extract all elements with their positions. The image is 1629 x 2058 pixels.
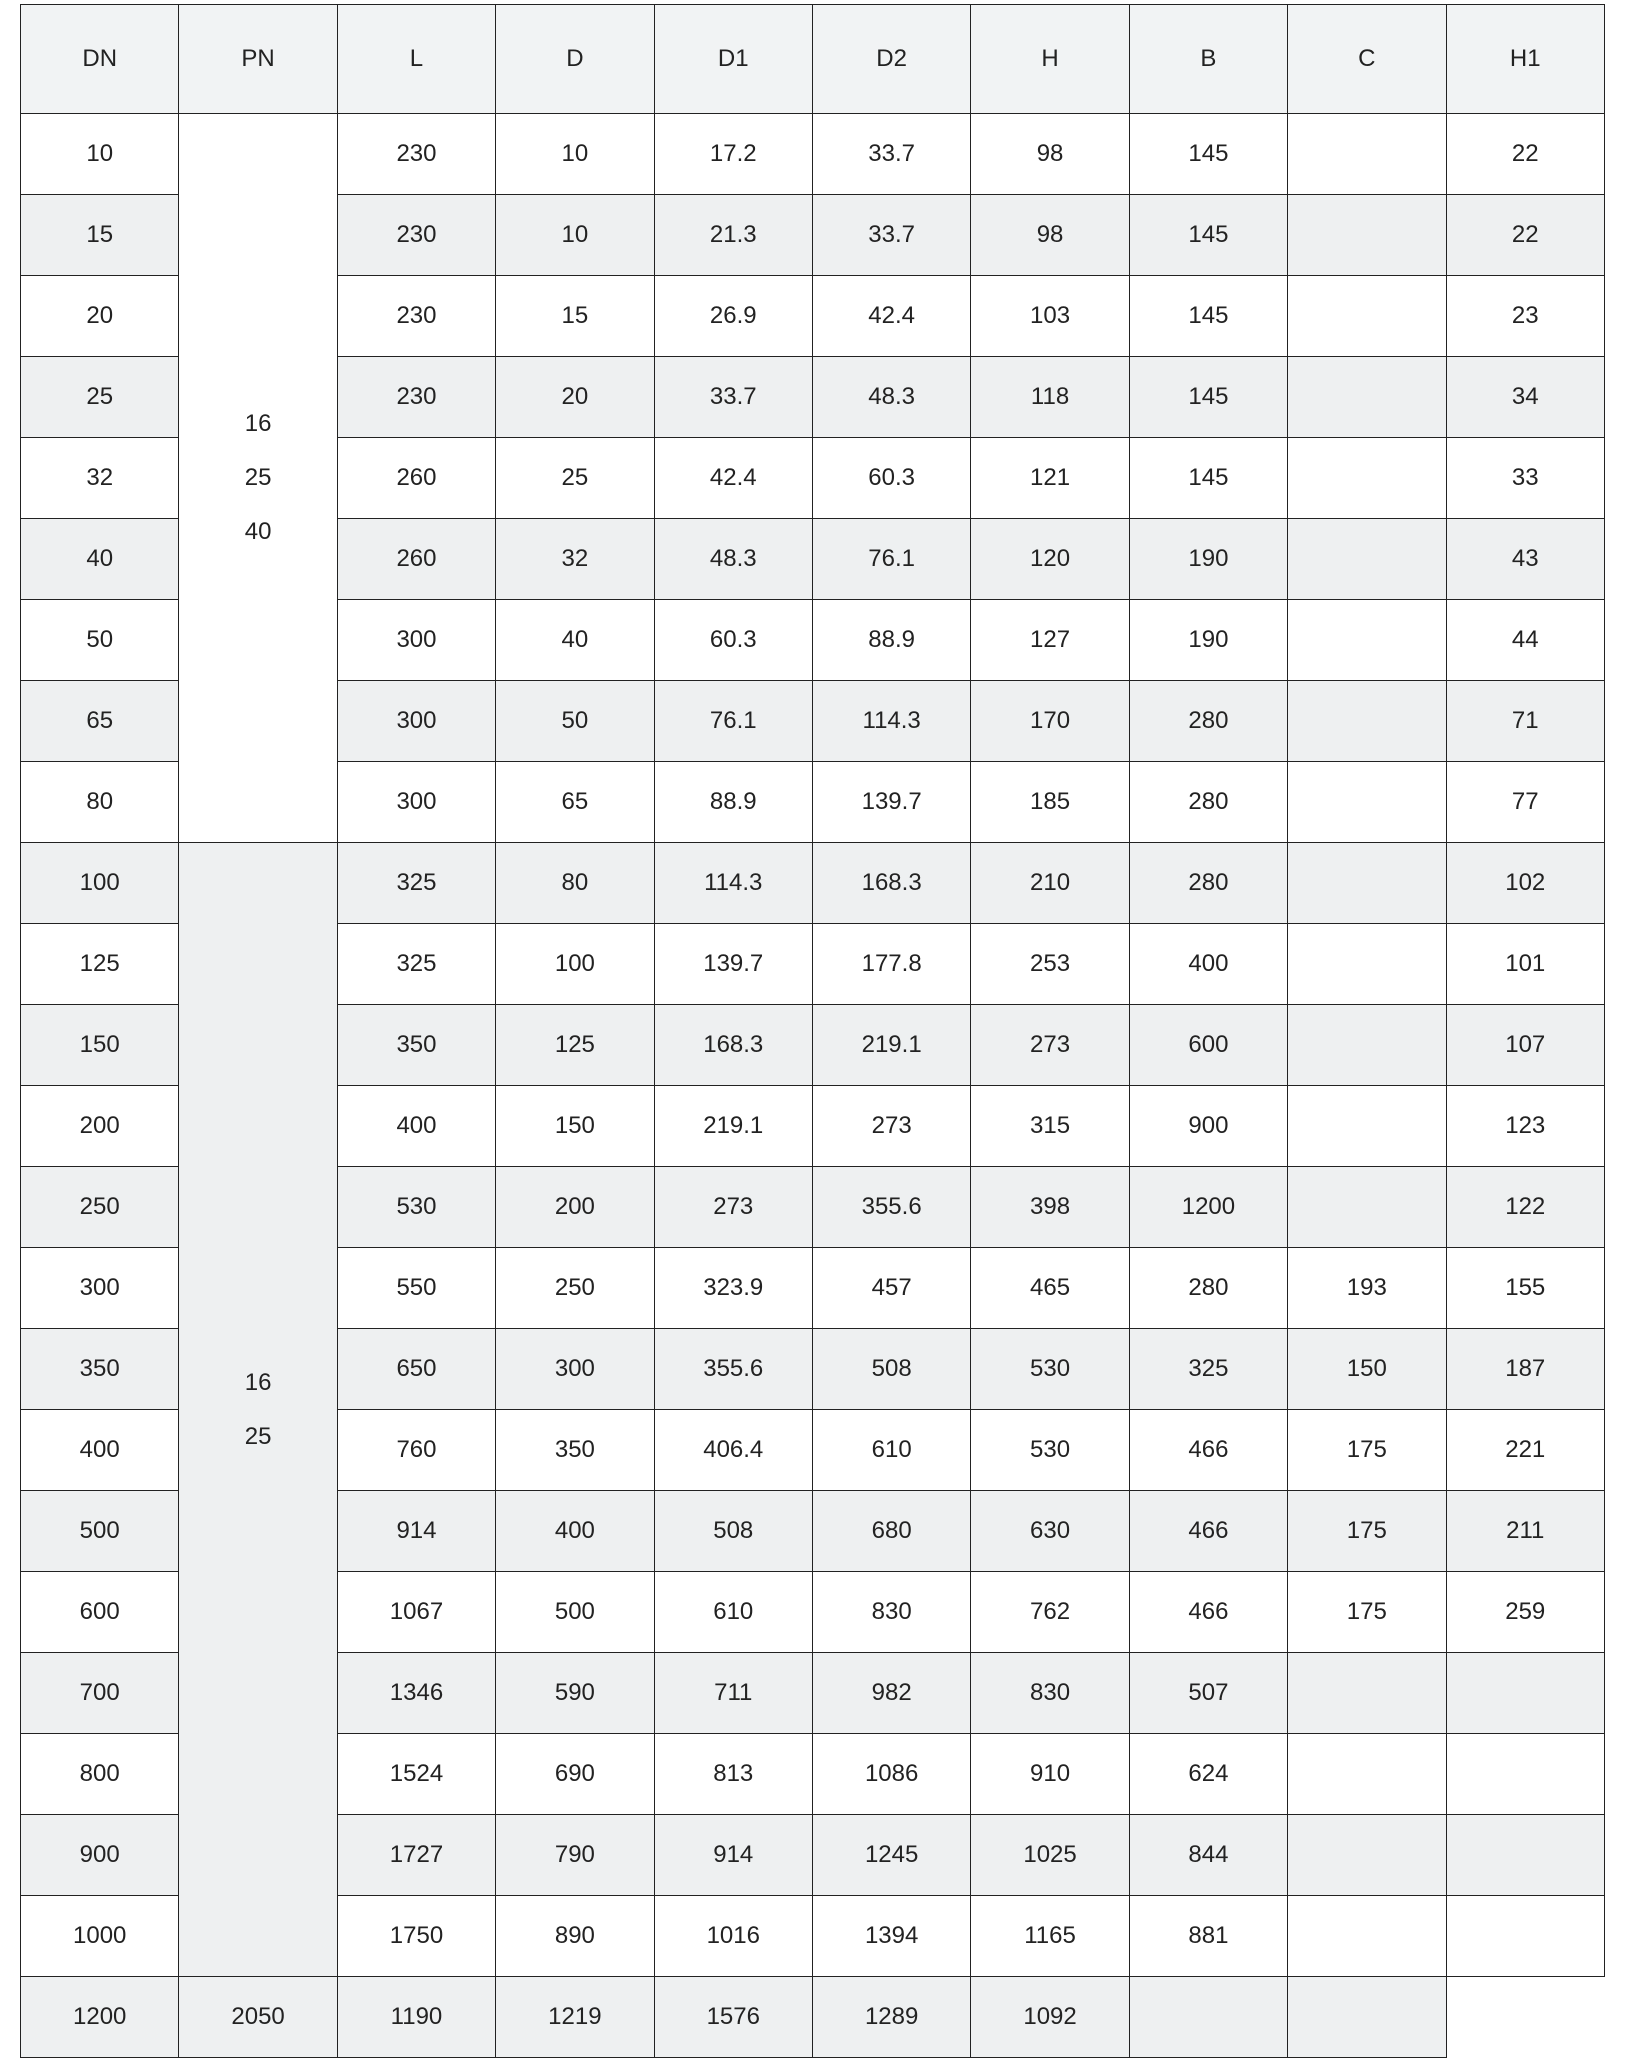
cell-d2: 168.3 bbox=[812, 843, 970, 924]
table-row bbox=[21, 114, 1605, 195]
cell-l: 230 bbox=[337, 276, 495, 357]
cell-dn: 15 bbox=[21, 195, 179, 276]
cell-h: 630 bbox=[971, 1491, 1129, 1572]
column-header-d: D bbox=[496, 5, 654, 114]
cell-c bbox=[1288, 1653, 1446, 1734]
cell-d: 300 bbox=[496, 1329, 654, 1410]
cell-h: 185 bbox=[971, 762, 1129, 843]
cell-h: 1165 bbox=[971, 1896, 1129, 1977]
table-row bbox=[21, 1977, 1605, 2058]
cell-d2: 60.3 bbox=[812, 438, 970, 519]
cell-h: 398 bbox=[971, 1167, 1129, 1248]
cell-h: 253 bbox=[971, 924, 1129, 1005]
cell-c: 175 bbox=[1288, 1410, 1446, 1491]
cell-dn: 10 bbox=[21, 114, 179, 195]
cell-c: 175 bbox=[1288, 1491, 1446, 1572]
cell-h: 1289 bbox=[812, 1977, 970, 2058]
cell-d: 890 bbox=[496, 1896, 654, 1977]
cell-h: 315 bbox=[971, 1086, 1129, 1167]
cell-c bbox=[1288, 519, 1446, 600]
cell-d1: 42.4 bbox=[654, 438, 812, 519]
cell-d: 350 bbox=[496, 1410, 654, 1491]
cell-d1: 139.7 bbox=[654, 924, 812, 1005]
cell-l: 1067 bbox=[337, 1572, 495, 1653]
cell-l: 260 bbox=[337, 438, 495, 519]
cell-dn: 100 bbox=[21, 843, 179, 924]
cell-c bbox=[1288, 1005, 1446, 1086]
cell-h1: 102 bbox=[1446, 843, 1604, 924]
cell-d1: 1016 bbox=[654, 1896, 812, 1977]
cell-d: 65 bbox=[496, 762, 654, 843]
cell-d2: 33.7 bbox=[812, 195, 970, 276]
cell-d: 590 bbox=[496, 1653, 654, 1734]
column-header-pn: PN bbox=[179, 5, 337, 114]
cell-d: 150 bbox=[496, 1086, 654, 1167]
cell-h: 530 bbox=[971, 1410, 1129, 1491]
cell-b: 900 bbox=[1129, 1086, 1287, 1167]
cell-d2: 1245 bbox=[812, 1815, 970, 1896]
column-header-d2: D2 bbox=[812, 5, 970, 114]
cell-b: 881 bbox=[1129, 1896, 1287, 1977]
cell-d: 15 bbox=[496, 276, 654, 357]
cell-h1: 34 bbox=[1446, 357, 1604, 438]
column-header-c: C bbox=[1288, 5, 1446, 114]
cell-h: 762 bbox=[971, 1572, 1129, 1653]
cell-h: 465 bbox=[971, 1248, 1129, 1329]
cell-l: 1346 bbox=[337, 1653, 495, 1734]
cell-c bbox=[1288, 195, 1446, 276]
cell-dn: 400 bbox=[21, 1410, 179, 1491]
cell-b: 190 bbox=[1129, 519, 1287, 600]
column-header-dn: DN bbox=[21, 5, 179, 114]
column-header-h: H bbox=[971, 5, 1129, 114]
cell-h1 bbox=[1446, 1734, 1604, 1815]
cell-d: 250 bbox=[496, 1248, 654, 1329]
cell-l: 300 bbox=[337, 600, 495, 681]
cell-l: 1727 bbox=[337, 1815, 495, 1896]
cell-h1: 122 bbox=[1446, 1167, 1604, 1248]
cell-h1: 22 bbox=[1446, 114, 1604, 195]
cell-d: 80 bbox=[496, 843, 654, 924]
cell-l: 260 bbox=[337, 519, 495, 600]
cell-d1: 1219 bbox=[496, 1977, 654, 2058]
pn-value: 25 bbox=[244, 1422, 272, 1450]
cell-dn: 500 bbox=[21, 1491, 179, 1572]
cell-c bbox=[1288, 357, 1446, 438]
cell-d1: 17.2 bbox=[654, 114, 812, 195]
cell-h: 103 bbox=[971, 276, 1129, 357]
cell-dn: 25 bbox=[21, 357, 179, 438]
cell-h: 98 bbox=[971, 195, 1129, 276]
cell-d1: 33.7 bbox=[654, 357, 812, 438]
cell-d2: 48.3 bbox=[812, 357, 970, 438]
cell-l: 400 bbox=[337, 1086, 495, 1167]
cell-d1: 21.3 bbox=[654, 195, 812, 276]
cell-h: 273 bbox=[971, 1005, 1129, 1086]
cell-h1 bbox=[1446, 1653, 1604, 1734]
cell-b: 280 bbox=[1129, 762, 1287, 843]
cell-h1: 221 bbox=[1446, 1410, 1604, 1491]
cell-d1: 610 bbox=[654, 1572, 812, 1653]
cell-b: 1200 bbox=[1129, 1167, 1287, 1248]
pn-value: 16 bbox=[244, 410, 272, 437]
cell-c: 150 bbox=[1288, 1329, 1446, 1410]
cell-b: 145 bbox=[1129, 276, 1287, 357]
cell-h1: 155 bbox=[1446, 1248, 1604, 1329]
cell-d2: 273 bbox=[812, 1086, 970, 1167]
table-row bbox=[21, 843, 1605, 924]
cell-h1: 123 bbox=[1446, 1086, 1604, 1167]
cell-c bbox=[1288, 1167, 1446, 1248]
cell-d1: 60.3 bbox=[654, 600, 812, 681]
cell-h: 170 bbox=[971, 681, 1129, 762]
cell-d2: 33.7 bbox=[812, 114, 970, 195]
cell-c bbox=[1288, 1086, 1446, 1167]
cell-dn: 32 bbox=[21, 438, 179, 519]
cell-c bbox=[1288, 924, 1446, 1005]
cell-dn: 20 bbox=[21, 276, 179, 357]
cell-h1: 33 bbox=[1446, 438, 1604, 519]
cell-b: 145 bbox=[1129, 114, 1287, 195]
cell-l: 650 bbox=[337, 1329, 495, 1410]
cell-d1: 711 bbox=[654, 1653, 812, 1734]
cell-dn: 150 bbox=[21, 1005, 179, 1086]
cell-dn: 50 bbox=[21, 600, 179, 681]
cell-d2: 177.8 bbox=[812, 924, 970, 1005]
cell-c bbox=[1288, 600, 1446, 681]
cell-h1: 22 bbox=[1446, 195, 1604, 276]
cell-h: 1025 bbox=[971, 1815, 1129, 1896]
cell-c bbox=[1288, 1896, 1446, 1977]
cell-h: 118 bbox=[971, 357, 1129, 438]
header-row bbox=[21, 5, 1605, 114]
cell-d: 790 bbox=[496, 1815, 654, 1896]
cell-dn: 40 bbox=[21, 519, 179, 600]
cell-b: 280 bbox=[1129, 681, 1287, 762]
cell-d1: 273 bbox=[654, 1167, 812, 1248]
cell-l: 1524 bbox=[337, 1734, 495, 1815]
cell-d: 10 bbox=[496, 195, 654, 276]
cell-d: 50 bbox=[496, 681, 654, 762]
cell-dn: 700 bbox=[21, 1653, 179, 1734]
column-header-l: L bbox=[337, 5, 495, 114]
cell-h1: 77 bbox=[1446, 762, 1604, 843]
cell-d1: 355.6 bbox=[654, 1329, 812, 1410]
cell-c bbox=[1288, 1815, 1446, 1896]
cell-d1: 323.9 bbox=[654, 1248, 812, 1329]
cell-d1: 88.9 bbox=[654, 762, 812, 843]
column-header-d1: D1 bbox=[654, 5, 812, 114]
cell-l: 300 bbox=[337, 681, 495, 762]
cell-b: 325 bbox=[1129, 1329, 1287, 1410]
cell-d2: 1394 bbox=[812, 1896, 970, 1977]
cell-d1: 76.1 bbox=[654, 681, 812, 762]
pn-value: 40 bbox=[244, 518, 272, 545]
cell-b: 280 bbox=[1129, 843, 1287, 924]
cell-d: 200 bbox=[496, 1167, 654, 1248]
cell-dn: 300 bbox=[21, 1248, 179, 1329]
cell-l: 230 bbox=[337, 114, 495, 195]
cell-d1: 914 bbox=[654, 1815, 812, 1896]
cell-l: 760 bbox=[337, 1410, 495, 1491]
cell-l: 300 bbox=[337, 762, 495, 843]
cell-h1: 259 bbox=[1446, 1572, 1604, 1653]
cell-c bbox=[1288, 276, 1446, 357]
cell-h: 910 bbox=[971, 1734, 1129, 1815]
cell-h: 210 bbox=[971, 843, 1129, 924]
cell-dn: 800 bbox=[21, 1734, 179, 1815]
cell-h: 830 bbox=[971, 1653, 1129, 1734]
cell-d: 40 bbox=[496, 600, 654, 681]
pn-cell bbox=[179, 114, 337, 843]
cell-dn: 80 bbox=[21, 762, 179, 843]
dimension-table bbox=[20, 4, 1605, 2058]
cell-c: 193 bbox=[1288, 1248, 1446, 1329]
cell-d2: 139.7 bbox=[812, 762, 970, 843]
cell-d: 32 bbox=[496, 519, 654, 600]
cell-c bbox=[1288, 114, 1446, 195]
cell-d2: 982 bbox=[812, 1653, 970, 1734]
cell-dn: 350 bbox=[21, 1329, 179, 1410]
cell-dn: 900 bbox=[21, 1815, 179, 1896]
cell-b: 1092 bbox=[971, 1977, 1129, 2058]
cell-d2: 508 bbox=[812, 1329, 970, 1410]
cell-b: 624 bbox=[1129, 1734, 1287, 1815]
cell-d2: 219.1 bbox=[812, 1005, 970, 1086]
cell-d2: 1086 bbox=[812, 1734, 970, 1815]
cell-c bbox=[1129, 1977, 1287, 2058]
cell-d1: 813 bbox=[654, 1734, 812, 1815]
cell-dn: 250 bbox=[21, 1167, 179, 1248]
cell-d: 1190 bbox=[337, 1977, 495, 2058]
cell-b: 145 bbox=[1129, 357, 1287, 438]
cell-l: 914 bbox=[337, 1491, 495, 1572]
cell-h1: 107 bbox=[1446, 1005, 1604, 1086]
cell-b: 466 bbox=[1129, 1572, 1287, 1653]
cell-h: 121 bbox=[971, 438, 1129, 519]
cell-dn: 1200 bbox=[21, 1977, 179, 2058]
cell-d1: 114.3 bbox=[654, 843, 812, 924]
cell-b: 190 bbox=[1129, 600, 1287, 681]
cell-h1: 43 bbox=[1446, 519, 1604, 600]
cell-c bbox=[1288, 438, 1446, 519]
cell-h1: 101 bbox=[1446, 924, 1604, 1005]
cell-h: 120 bbox=[971, 519, 1129, 600]
cell-l: 550 bbox=[337, 1248, 495, 1329]
cell-b: 145 bbox=[1129, 438, 1287, 519]
cell-h1 bbox=[1288, 1977, 1446, 2058]
cell-c bbox=[1288, 1734, 1446, 1815]
pn-cell bbox=[179, 843, 337, 1977]
cell-d2: 1576 bbox=[654, 1977, 812, 2058]
cell-d: 10 bbox=[496, 114, 654, 195]
column-header-b: B bbox=[1129, 5, 1287, 114]
cell-h1 bbox=[1446, 1815, 1604, 1896]
cell-d1: 48.3 bbox=[654, 519, 812, 600]
cell-d: 100 bbox=[496, 924, 654, 1005]
cell-b: 466 bbox=[1129, 1410, 1287, 1491]
cell-h1: 44 bbox=[1446, 600, 1604, 681]
cell-h1: 23 bbox=[1446, 276, 1604, 357]
cell-d2: 76.1 bbox=[812, 519, 970, 600]
cell-dn: 600 bbox=[21, 1572, 179, 1653]
cell-dn: 65 bbox=[21, 681, 179, 762]
cell-b: 466 bbox=[1129, 1491, 1287, 1572]
cell-d: 20 bbox=[496, 357, 654, 438]
cell-d2: 610 bbox=[812, 1410, 970, 1491]
cell-d1: 406.4 bbox=[654, 1410, 812, 1491]
cell-d2: 355.6 bbox=[812, 1167, 970, 1248]
cell-b: 280 bbox=[1129, 1248, 1287, 1329]
cell-h: 530 bbox=[971, 1329, 1129, 1410]
cell-l: 230 bbox=[337, 357, 495, 438]
cell-h1 bbox=[1446, 1896, 1604, 1977]
cell-h1: 187 bbox=[1446, 1329, 1604, 1410]
cell-l: 2050 bbox=[179, 1977, 337, 2058]
cell-h1: 211 bbox=[1446, 1491, 1604, 1572]
cell-d1: 26.9 bbox=[654, 276, 812, 357]
cell-b: 507 bbox=[1129, 1653, 1287, 1734]
cell-d2: 114.3 bbox=[812, 681, 970, 762]
cell-l: 325 bbox=[337, 924, 495, 1005]
pn-value: 25 bbox=[244, 464, 272, 491]
cell-b: 400 bbox=[1129, 924, 1287, 1005]
cell-b: 844 bbox=[1129, 1815, 1287, 1896]
cell-dn: 125 bbox=[21, 924, 179, 1005]
cell-d: 400 bbox=[496, 1491, 654, 1572]
cell-l: 325 bbox=[337, 843, 495, 924]
cell-l: 230 bbox=[337, 195, 495, 276]
column-header-h1: H1 bbox=[1446, 5, 1604, 114]
cell-d1: 219.1 bbox=[654, 1086, 812, 1167]
cell-d1: 508 bbox=[654, 1491, 812, 1572]
cell-d2: 42.4 bbox=[812, 276, 970, 357]
cell-l: 530 bbox=[337, 1167, 495, 1248]
cell-d2: 457 bbox=[812, 1248, 970, 1329]
cell-c bbox=[1288, 843, 1446, 924]
cell-c bbox=[1288, 762, 1446, 843]
cell-l: 350 bbox=[337, 1005, 495, 1086]
pn-value: 16 bbox=[244, 1368, 272, 1396]
cell-dn: 200 bbox=[21, 1086, 179, 1167]
cell-c: 175 bbox=[1288, 1572, 1446, 1653]
cell-h: 127 bbox=[971, 600, 1129, 681]
cell-dn: 1000 bbox=[21, 1896, 179, 1977]
cell-h: 98 bbox=[971, 114, 1129, 195]
cell-l: 1750 bbox=[337, 1896, 495, 1977]
cell-b: 600 bbox=[1129, 1005, 1287, 1086]
cell-d: 690 bbox=[496, 1734, 654, 1815]
cell-d2: 830 bbox=[812, 1572, 970, 1653]
cell-d1: 168.3 bbox=[654, 1005, 812, 1086]
cell-b: 145 bbox=[1129, 195, 1287, 276]
cell-d2: 88.9 bbox=[812, 600, 970, 681]
cell-c bbox=[1288, 681, 1446, 762]
cell-d: 125 bbox=[496, 1005, 654, 1086]
cell-d: 500 bbox=[496, 1572, 654, 1653]
cell-d2: 680 bbox=[812, 1491, 970, 1572]
cell-h1: 71 bbox=[1446, 681, 1604, 762]
cell-d: 25 bbox=[496, 438, 654, 519]
